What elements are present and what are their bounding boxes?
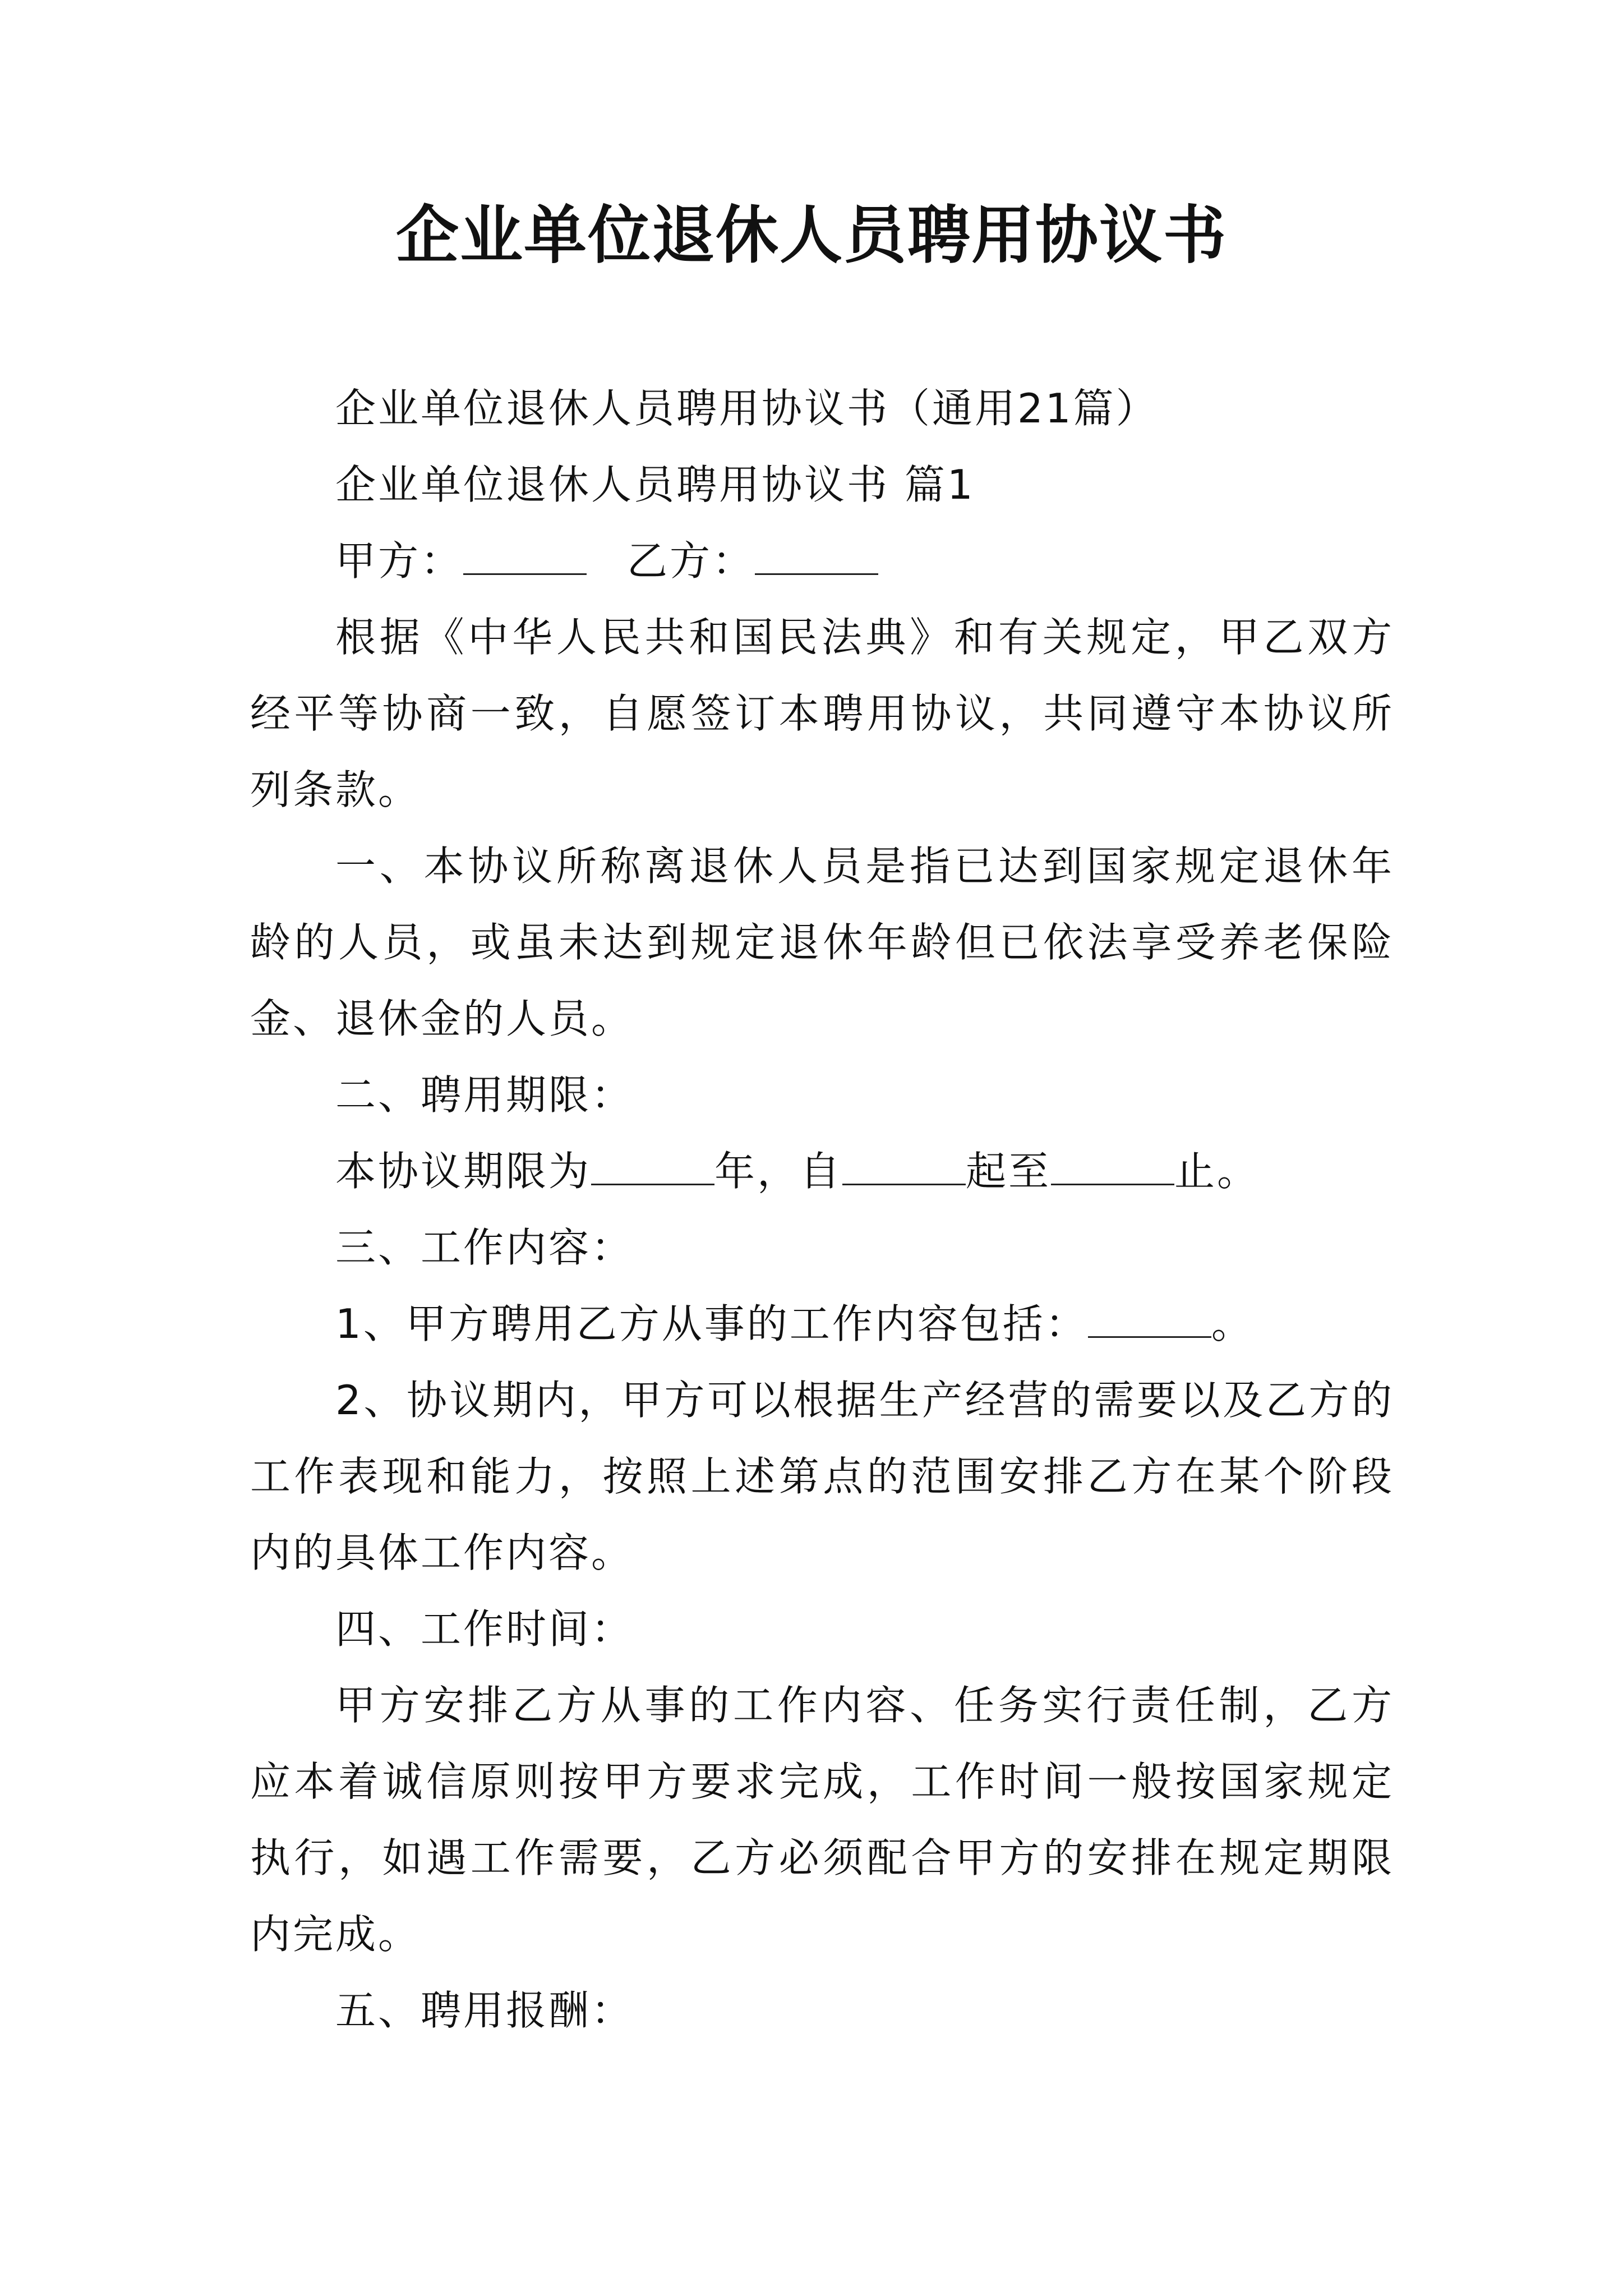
clause-2-heading: 二、聘用期限： bbox=[335, 1071, 634, 1119]
term-from-text: 起至 bbox=[966, 1148, 1052, 1195]
clause-4-heading: 四、工作时间： bbox=[335, 1605, 634, 1653]
parties-line bbox=[250, 523, 1394, 599]
term-start-blank bbox=[842, 1147, 966, 1185]
term-year-text: 年，自 bbox=[714, 1148, 843, 1195]
party-b-blank bbox=[755, 537, 878, 575]
term-prefix: 本协议期限为 bbox=[335, 1148, 592, 1195]
work-item-1-end: 。 bbox=[1211, 1300, 1254, 1347]
work-time-paragraph: 甲方安排乙方从事的工作内容、任务实行责任制，乙方应本着诚信原则按甲方要求完成，工作时间一般按国家规定执行，如遇工作需要，乙方必须配合甲方的安排在规定期限内完成。 bbox=[250, 1682, 1394, 1958]
work-item-1-text: 1、甲方聘用乙方从事的工作内容包括： bbox=[335, 1300, 1088, 1347]
term-end-text: 止。 bbox=[1174, 1148, 1260, 1195]
party-a-label: 甲方： bbox=[335, 537, 464, 585]
document-body bbox=[250, 370, 1394, 2049]
work-item-1 bbox=[250, 1286, 1394, 1362]
clause-3-heading: 三、工作内容： bbox=[335, 1224, 634, 1271]
work-content-blank bbox=[1088, 1300, 1211, 1338]
clause-1: 一、本协议所称离退休人员是指已达到国家规定退休年龄的人员，或虽未达到规定退休年龄但已依法享受养老保险金、退休金的人员。 bbox=[250, 843, 1394, 1042]
intro-paragraph: 根据《中华人民共和国民法典》和有关规定，甲乙双方经平等协商一致，自愿签订本聘用协议，共同遵守本协议所列条款。 bbox=[250, 614, 1394, 813]
party-b-label: 乙方： bbox=[627, 537, 755, 585]
document-title: 企业单位退休人员聘用协议书 bbox=[396, 199, 1227, 272]
work-item-2: 2、协议期内，甲方可以根据生产经营的需要以及乙方的工作表现和能力，按照上述第点的范围安排乙方在某个阶段内的具体工作内容。 bbox=[250, 1377, 1394, 1576]
clause-5-heading: 五、聘用报酬： bbox=[335, 1987, 634, 2034]
section-heading: 企业单位退休人员聘用协议书 篇1 bbox=[335, 461, 975, 508]
document-subtitle: 企业单位退休人员聘用协议书（通用21篇） bbox=[335, 385, 1159, 432]
term-end-blank bbox=[1051, 1147, 1174, 1185]
party-a-blank bbox=[463, 537, 587, 575]
term-years-blank bbox=[591, 1147, 714, 1185]
term-line bbox=[250, 1133, 1394, 1209]
